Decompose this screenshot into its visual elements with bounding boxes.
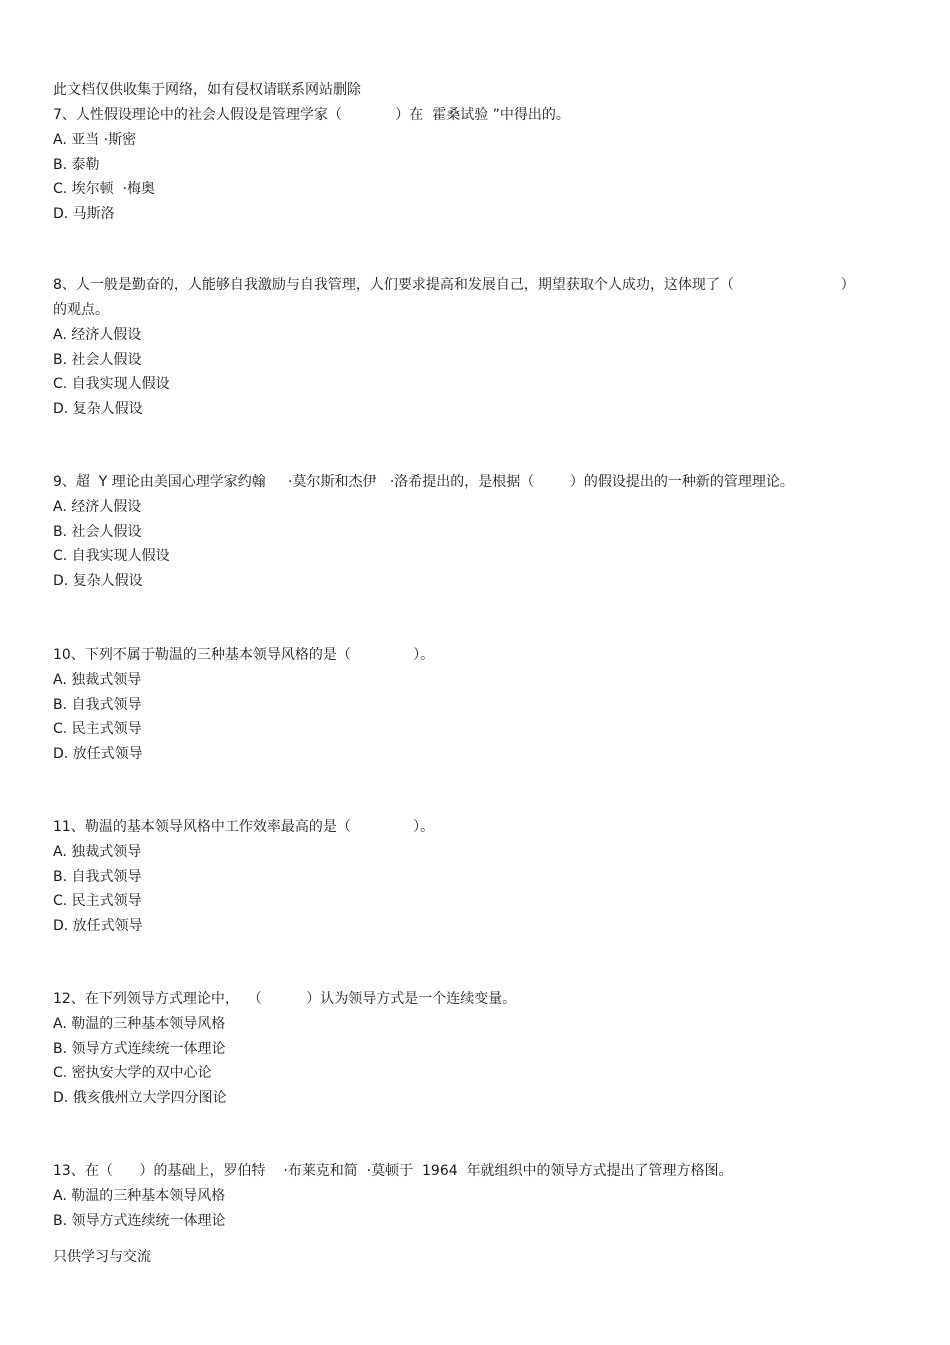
option-c: C. 自我实现人假设 <box>53 376 170 393</box>
option-d: D. 马斯洛 <box>53 206 115 223</box>
question-8 <box>53 273 903 422</box>
option-a: A. 经济人假设 <box>53 327 142 343</box>
question-stem: 9、超 Y 理论由美国心理学家约翰 ·莫尔斯和杰伊 ·洛希提出的，是根据（ ）的假设提出的一种新的管理理论。 <box>53 474 794 490</box>
question-stem: 12、在下列领导方式理论中， （ ）认为领导方式是一个连续变量。 <box>53 991 517 1007</box>
question-stem: 13、在（ ）的基础上，罗伯特 ·布莱克和简 ·莫顿于 1964 年就组织中的领导方式提出了管理方格图。 <box>53 1163 733 1179</box>
question-stem: 7、人性假设理论中的社会人假设是管理学家（ ）在 霍桑试验 ”中得出的。 <box>53 107 570 123</box>
question-9 <box>53 470 903 594</box>
option-b: B. 自我式领导 <box>53 696 142 713</box>
option-a: A. 亚当 ·斯密 <box>53 132 137 148</box>
question-stem: 11、勒温的基本领导风格中工作效率最高的是（ ）。 <box>53 819 435 835</box>
option-a: A. 独裁式领导 <box>53 672 142 688</box>
option-b: B. 领导方式连续统一体理论 <box>53 1040 226 1057</box>
option-c: C. 自我实现人假设 <box>53 548 170 565</box>
option-a: A. 勒温的三种基本领导风格 <box>53 1188 226 1204</box>
option-c: C. 埃尔顿 ·梅奥 <box>53 181 156 198</box>
option-c: C. 民主式领导 <box>53 721 142 738</box>
option-a: A. 经济人假设 <box>53 499 142 515</box>
question-10 <box>53 643 903 767</box>
question-7 <box>53 103 903 227</box>
option-a: A. 勒温的三种基本领导风格 <box>53 1016 226 1032</box>
question-12 <box>53 987 903 1111</box>
option-c: C. 密执安大学的双中心论 <box>53 1065 212 1082</box>
header-note: 此文档仅供收集于网络，如有侵权请联系网站删除 <box>53 82 361 98</box>
question-11 <box>53 815 903 939</box>
option-d: D. 俄亥俄州立大学四分图论 <box>53 1090 227 1107</box>
option-b: B. 自我式领导 <box>53 868 142 885</box>
option-b: B. 社会人假设 <box>53 523 142 540</box>
option-b: B. 泰勒 <box>53 156 100 173</box>
option-a: A. 独裁式领导 <box>53 844 142 860</box>
option-b: B. 领导方式连续统一体理论 <box>53 1212 226 1229</box>
option-d: D. 放任式领导 <box>53 746 143 763</box>
question-13 <box>53 1159 903 1233</box>
question-stem: 10、下列不属于勒温的三种基本领导风格的是（ ）。 <box>53 647 435 663</box>
question-stem: 8、人一般是勤奋的，人能够自我激励与自我管理，人们要求提高和发展自己，期望获取个人成功，这体现了（ ） 的观点。 <box>53 277 855 318</box>
option-d: D. 复杂人假设 <box>53 573 143 590</box>
option-d: D. 放任式领导 <box>53 918 143 935</box>
footer-note: 只供学习与交流 <box>53 1249 151 1265</box>
option-d: D. 复杂人假设 <box>53 401 143 418</box>
option-b: B. 社会人假设 <box>53 351 142 368</box>
option-c: C. 民主式领导 <box>53 893 142 910</box>
